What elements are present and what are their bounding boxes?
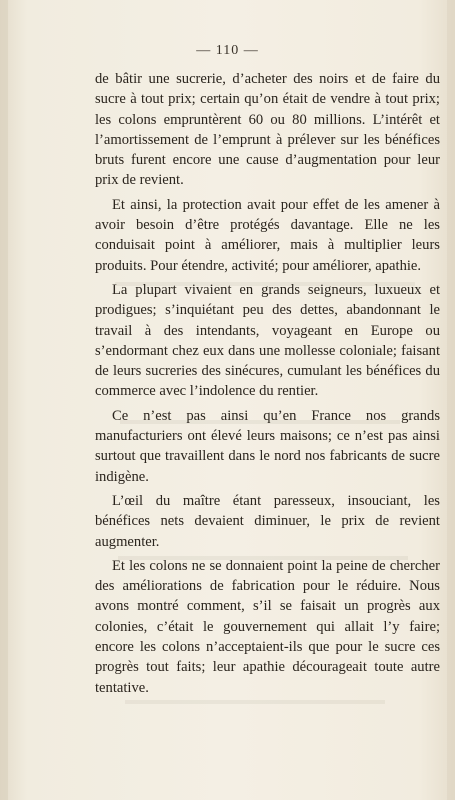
paragraph: L’œil du maître étant paresseux, insouciant, les bénéfices nets devaient diminuer, le prix de revient augmenter. [95, 492, 440, 550]
paragraph: Et ainsi, la protection avait pour effet de les amener à avoir besoin d’être protégés davantage. Elle ne les conduisait point à améliorer, mais à multiplier leurs produits. Pour étendre, activité; pour améliorer, apathie. [95, 196, 440, 274]
paragraph: de bâtir une sucrerie, d’acheter des noirs et de faire du sucre à tout prix; certain qu’on était de vendre à tout prix; les colons empruntèrent 60 ou 80 millions. L’intérêt et l’amortissement de l’emprunt à prélever sur les bénéfices bruts furent encore une cause d’augmentation pour leur prix de revient. [95, 71, 440, 189]
paragraph: La plupart vivaient en grands seigneurs, luxueux et prodigues; s’inquiétant peu des dettes, abandonnant le travail à des intendants, voyageant en Europe ou s’endormant chez eux dans une mollesse coloniale; faisant de leurs sucreries des sinécures, cumulant les bénéfices du commerce avec l’indolence du rentier. [95, 281, 440, 400]
paragraph: Et les colons ne se donnaient point la peine de chercher des améliorations de fabrication pour le réduire. Nous avons montré comment, s’il se faisait un progrès aux colonies, c’était le gouvernement qui allait l’y faire; encore les colons n’acceptaient-ils que pour le sucre ces progrès tout faits; leur apathie décourageait toute autre tentative. [95, 557, 440, 696]
paragraph: Ce n’est pas ainsi qu’en France nos grands manufacturiers ont élevé leurs maisons; ce n’est pas ainsi surtout que travaillent dans le nord nos fabricants de sucre indigène. [95, 407, 440, 485]
page-number: — 110 — [196, 43, 259, 58]
body-text [95, 69, 440, 702]
